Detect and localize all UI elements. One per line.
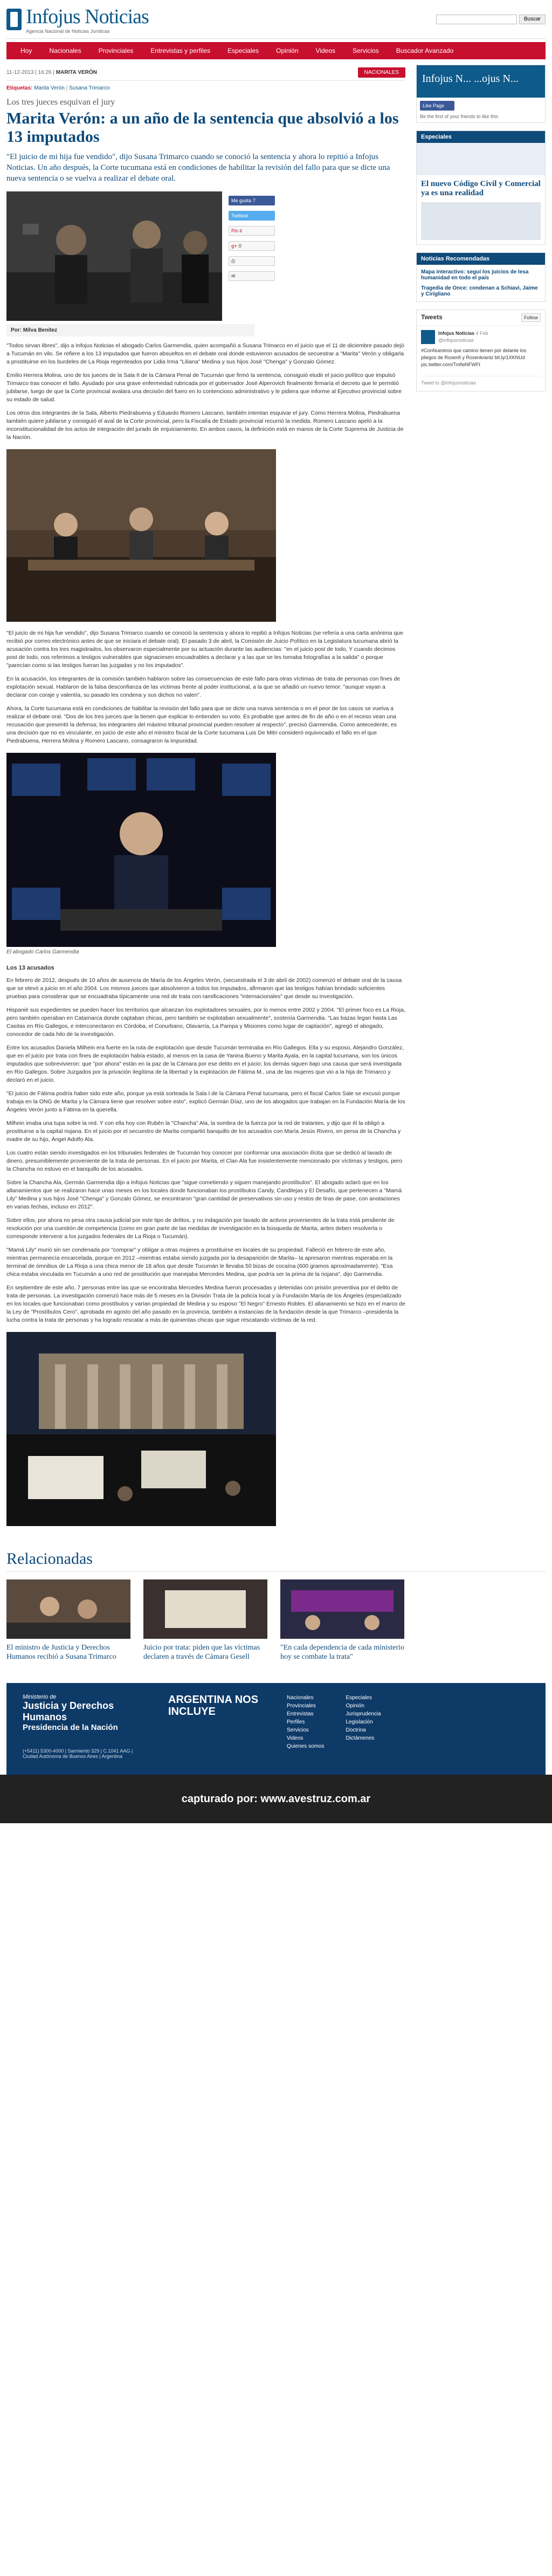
- especiales-title: Especiales: [417, 131, 545, 143]
- recomendadas-title: Noticias Recomendadas: [417, 253, 545, 265]
- nav-item-hoy[interactable]: Hoy: [20, 47, 32, 54]
- related-item[interactable]: [143, 1579, 267, 1661]
- tweet-text: #ConNuestros que camino tienen por delante los pliegos de Rosenfi y Rosenkrantz bit.ly/1XKNUd pic.twitter.com/TmfwNFWFt: [421, 348, 527, 367]
- recomendada-item[interactable]: Tragedia de Once: condenan a Schiavi, Jaime y Cirigliano: [421, 285, 538, 297]
- article-kicker: Los tres jueces esquivan el jury: [6, 98, 115, 107]
- section-button[interactable]: NACIONALES: [358, 67, 405, 78]
- related-headline[interactable]: Juicio por trata: piden que las víctimas declaren a través de Cámara Gesell: [143, 1644, 260, 1661]
- email-button[interactable]: [229, 271, 275, 281]
- related-item[interactable]: [280, 1579, 404, 1661]
- search-input[interactable]: [436, 15, 517, 24]
- footer-address: (+5411) 5300-4000 | Sarmiento 329 | C.1041 AAG | Ciudad Autónoma de Buenos Aires | Argentina: [23, 1748, 133, 1759]
- photo-caption: Por: Milva Benitez: [6, 324, 254, 336]
- site-footer: [6, 1683, 546, 1775]
- section-heading: Los 13 acusados: [6, 965, 54, 971]
- follow-button[interactable]: Follow: [521, 313, 541, 322]
- paragraph: "El juicio de Fátima podría haber sido este año, porque ya está sorteada la Sala I de la Cámara Penal tucumana, pero el fiscal Carlos Sale se excusó porque trabaja en la ONG de Marita y la Cámara tiene que resolver sobre esto", explicó Germán Díaz, uno de los abogados que trabajan en la Fundación María de los Ángeles Verón junto a Fátima en la querella.: [6, 1090, 405, 1113]
- footer-brand-line1: Ministerio de: [23, 1694, 57, 1700]
- footer-link[interactable]: Jurisprudencia: [346, 1711, 381, 1717]
- paragraph: Milhein imaba una tupa sobre la red. Y con ella hoy con Rubén la "Chancha" Ala, la sombra de la fuerza por la red de tratantes, y dijo que él la obligó a prostituirse a la capital riojana. En el juicio por el secuestro de Marita compartió banquillo de los acusados con María Jesús Rivero, en persa de la Chancha y madre de su hijo, Ángel Adolfo Ala.: [6, 1120, 401, 1143]
- main-photo: [6, 191, 222, 321]
- footer-link[interactable]: Servicios: [287, 1727, 309, 1733]
- twitter-button[interactable]: Twittear: [229, 211, 275, 221]
- paragraph: "Todos sirvan libres", dijo a Infojus Noticias el abogado Carlos Garmendia, quien acompañó a Susana Trimarco en el juicio que el 11 de diciembre pasado dejó a Tucumán en vilo. Se refiere a los 13 imputados que fueron absueltos en el debate oral donde estuvieron acusados de secuestrar a "Marita" Verón y obligarla a prostituirse en los burdeles de La Rioja regenteados por Lidia Irma "Liliana" Medina y sus hijos José "Chenga" y Gonzalo Gómez.: [6, 342, 405, 365]
- paragraph: Ahora, la Corte tucumana está en condiciones de habilitar la revisión del fallo para que se dicte una nueva sentencia o en el peor de los casos se vuelva a realizar el debate oral. "Dos de los tres jueces que la tienen que explicar lo entienden su voto. Es probable que antes de fin de año o en el receso vean una recusación que presentó la defensa; los integrantes del máximo tribunal provincial pueden resolver al respecto", precisó Garmendia. Como antecedente, es una decisión que no es vinculante, en juicio de este año el ministro fiscal de la Corte tucumana Luis De Mitri consideró equivocado el fallo en el que Piedrabuena, Herrera Molina y Romero Lascano, consagraron la impunidad.: [6, 705, 397, 744]
- print-button[interactable]: [229, 256, 275, 266]
- paragraph: Emilio Herrera Molina, uno de los jueces de la Sala II de la Cámara Penal de Tucumán que firmó la sentencia, consiguió eludir el juicio político que impulsó Trimarco tras conocer el fallo. Ayudado por una grave enfermedad rubricada por el gobernador José Alperovich finalmente firmaría el decreto que le permitió jubilarse, luego de que la Corte provincial avalara una decisión del fuero en lo contencioso administrativo y le pidiera que informe al Ejecutivo provincial sobre su estado de salud.: [6, 372, 402, 403]
- paragraph: En septiembre de este año, 7 personas entre las que se encontraba Mercedes Medina fueron procesadas y detenidas con prisión preventiva por el delito de trata de personas. La investigación comenzó hace más de 5 meses en la División Trata de la policía local y la Fundación María de los Ángeles (especializado en los locales que funcionaban como prostíbulos y varían propiedad de Medina y su esposo "El Negro" Ernesto Robles. El allanamiento se hizo en el marco de la Ley de "Prostíbulos Cero", aprobada en agosto del año pasado en la provincia, también a instancias de la fundación desde la que Trimarco –presidenta la lucha contra la trata de personas y ha logrado rescatar a más de quinientas chicas que sigue rescatando víctimas de la red.: [6, 1284, 405, 1323]
- nav-item-opinion[interactable]: Opinión: [276, 47, 299, 54]
- logo-word-2: Noticias: [85, 5, 149, 28]
- gplus-icon: g+: [231, 243, 237, 249]
- pinterest-button[interactable]: Pin it: [229, 226, 275, 236]
- footer-link[interactable]: Legislación: [346, 1719, 373, 1725]
- garmendia-photo: [6, 753, 276, 947]
- like-page-button[interactable]: Like Page: [420, 101, 454, 111]
- especiales-image: [421, 202, 541, 240]
- hearing-photo: [6, 449, 276, 622]
- footer-brand-line2: Justicia y Derechos Humanos: [23, 1700, 114, 1722]
- article-time: 16:26: [38, 70, 52, 75]
- breadcrumb: Etiquetas: Marita Verón | Susana Trimarco: [6, 85, 110, 91]
- facebook-like-button[interactable]: Me gusta 7: [229, 196, 275, 205]
- image-caption: El abogado Carlos Garmendia: [6, 949, 79, 955]
- nav-item-nacionales[interactable]: Nacionales: [49, 47, 81, 54]
- related-headline[interactable]: "En cada dependencia de cada ministerio hoy se combate la trata": [280, 1644, 404, 1661]
- paragraph: En febrero de 2012, después de 10 años de ausencia de María de los Ángeles Verón, (secuestrada el 3 de abril de 2002) comenzó el debate oral de la causa que se elevó a juicio en el año 2004. Los mismos jueces que absolvieron a todos los imputados, afirmaron que las testigos habían brindado suficientes pruebas para considerar que se encuadraba típicamente una red de trata con ramificaciones "internacionales" que desde su investigación.: [6, 977, 402, 1000]
- footer-link[interactable]: Opinión: [346, 1703, 364, 1709]
- argentina-badge: ARGENTINA NOS INCLUYE: [168, 1694, 259, 1718]
- footer-brand: [23, 1694, 147, 1764]
- paragraph: Los cuatro están siendo investigados en los tribunales federales de Tucumán hoy conocer por conformar una asociación ilícita que se dedicó al lavado de dinero, presumiblemente proveniente de la trata de personas. En el juicio por Marita, el Clan Ala fue insistentemente mencionado por víctimas y testigos, pero la Chancha no estuvo en el banquillo de los acusados.: [6, 1150, 403, 1172]
- footer-col-2: [346, 1694, 381, 1764]
- tweet-handle: @infojusnoticias: [438, 338, 474, 343]
- like-text: Be the first of your friends to like this: [420, 114, 499, 119]
- article-column: [6, 59, 405, 1534]
- search-form: [436, 15, 546, 24]
- related-image: [143, 1579, 267, 1639]
- paragraph: En la acusación, los integrantes de la comisión también hablaron sobre las consecuencias de este fallo para otras víctimas de trata de personas con fines de explotación sexual. Hablaron de la falsa desconfianza de las víctimas frente al poder institucional, a la que se añadió un nuevo temor: "aunque vayan a declarar con coraje y valentía, su pasado les condena y sus dichos no valen".: [6, 676, 401, 698]
- footer-link[interactable]: Nacionales: [287, 1695, 314, 1701]
- logo-word-1: Infojus: [26, 5, 80, 28]
- footer-link[interactable]: Doctrina: [346, 1727, 366, 1733]
- paragraph: Hispanié sus expedientes se pueden hacer los territorios que alcanzan los explotadores sexuales, por lo menos entre 2002 y 2004. "El primer foco es La Rioja, pero también operaban en Catamarca donde captaban chicas, pero también se explotaban sexualmente", sostenía Garmendia. "Las bazas legan hasta Las Casitas en Río Gallegos, e interconectaron en Córdoba, el Conurbano, Olavarría, La Pampa y Misiones como lugar de captación", agregó el abogado, conocedor de cada hilo de la investigación.: [6, 1007, 405, 1038]
- related-image: [6, 1579, 130, 1639]
- footer-link[interactable]: Perfiles: [287, 1719, 305, 1725]
- article-lead: "El juicio de mi hija fue vendido", dijo Susana Trimarco cuando se conoció la sentencia y ahora lo repitió a Infojus Noticias. Un año después, la Corte tucumana está en condiciones de habilitar la revisión del fallo para que se dicte una nueva sentencia o se vuelva a realizar el debate oral.: [6, 153, 390, 183]
- site-header: [6, 0, 546, 39]
- tweets-box: [416, 310, 546, 391]
- search-button[interactable]: Buscar: [519, 15, 546, 24]
- related-grid: [6, 1579, 546, 1661]
- promo-title: Infojus N... ...ojus N...: [417, 65, 545, 98]
- related-title: Relacionadas: [6, 1550, 546, 1572]
- tweets-title: Tweets: [421, 313, 443, 321]
- nav-item-videos[interactable]: Videos: [315, 47, 336, 54]
- email-icon: ✉: [231, 273, 236, 279]
- footer-brand-line3: Presidencia de la Nación: [23, 1723, 118, 1732]
- paragraph: Sobre ellos, por ahora no pesa otra causa judicial por este tipo de delitos, y no indagación por lavado de activos provenientes de la trata está pendiente de resolución por una cuestión de competencia (como en gran parte de las medidas de investigación en la búsqueda de Marita, antes deben resolverla o corresponde intervenir a los juzgados federales de La Rioja o Tucumán).: [6, 1217, 395, 1240]
- sidebar: [416, 59, 546, 1534]
- fb-promo-box: [416, 65, 546, 123]
- paragraph: "Mamá Lily" murió sin ser condenada por "comprar" y obligar a otras mujeres a prostituirse en locales de su propiedad. Falleció en febrero de este año, mientras permanecía encarcelada, porque en 2012 –mientras estaba siendo juzgada por la desaparición de Marita– la apresaron mientras esperaba en la terminal de ómnibus de La Rioja a una chica menor de 18 años que desde Tucumán le llevaba 50 bizas de cocaína (600 gramos aproximadamente). "Esa chica estaba vinculada en Tucumán a uno red de prostitución que manejaba Mercedes Medina, que podría ser la prima de la riojana", dijo Garmendia.: [6, 1247, 393, 1277]
- footer-link[interactable]: Quienes somos: [287, 1743, 325, 1749]
- nav-item-servicios[interactable]: Servicios: [353, 47, 379, 54]
- share-bar: [229, 191, 275, 321]
- especiales-box: [416, 130, 546, 245]
- nav-item-entrevistas[interactable]: Entrevistas y perfiles: [150, 47, 211, 54]
- tags-label: Etiquetas:: [6, 85, 33, 91]
- main-nav: [6, 42, 546, 59]
- tweet-time: 4 Feb: [475, 331, 488, 336]
- paragraph: "El juicio de mi hija fue vendido", dijo Susana Trimarco cuando se conoció la sentencia y ahora lo repitió a Infojus Noticias (se refería a una carta anónima que recibió por correo electrónico antes de que se iniciara el debate oral). El pasado 3 de abril, la Comisión de Juicio Político en la Legislatura tucumana abrió la acusación contra los tres magistrados, los observaron especialmente por su actuación durante las audiencias: "en el juicio post de todo, Y cuando decimos post de todo, nos referimos a testigos vulnerables que signaciesen encuadrables a declarar y a las que se les tomaba fotografías a la salida" o porque "parecían como si las testigos fueran las juzgadas y no los imputados".: [6, 630, 403, 669]
- site-logo[interactable]: [6, 5, 149, 34]
- article-date: 11-12-2013: [6, 70, 34, 75]
- protest-photo: [6, 1332, 276, 1526]
- logo-subtitle: Agencia Nacional de Noticias Jurídicas: [26, 28, 110, 34]
- related-image: [280, 1579, 404, 1639]
- footer-link[interactable]: Especiales: [346, 1695, 372, 1701]
- related-item[interactable]: [6, 1579, 130, 1661]
- capture-watermark: capturado por: www.avestruz.com.ar: [0, 1775, 552, 1823]
- tweet-user[interactable]: Infojus Noticias: [438, 331, 475, 336]
- article-body: [6, 342, 405, 1526]
- article-section: MARITA VERÓN: [56, 70, 97, 75]
- paragraph: Los otros dos integrantes de la Sala, Alberto Piedrabuena y Eduardo Romero Lascano, también intentan esquivar el jury. Como Herrera Molina, Piedrabuena también quiere jubilarse y consiguió el aval de la Corte provincial, pero la Fiscalía de Estado provincial recurrió la medida. Romero Lascano apeló a la inconstitucionalidad de los actos de integración del jurado de enjuiciamiento. En ambos casos, la definición está en manos de la Corte Suprema de Justicia de la Nación.: [6, 410, 404, 441]
- article-title: Marita Verón: a un año de la sentencia que absolvió a los 13 imputados: [6, 109, 399, 146]
- tag-link[interactable]: Marita Verón: [34, 85, 65, 91]
- footer-link[interactable]: Videos: [287, 1735, 303, 1741]
- footer-link[interactable]: Provinciales: [287, 1703, 316, 1709]
- print-icon: ⎙: [231, 258, 236, 264]
- footer-col-1: [287, 1694, 324, 1764]
- recomendada-item[interactable]: Mapa interactivo: seguí los juicios de lesa humanidad en todo el país: [421, 269, 529, 281]
- tweet-to-field[interactable]: Tweet to @infojusnoticias: [421, 376, 541, 387]
- tag-link[interactable]: Susana Trimarco: [68, 85, 110, 91]
- logo-mark-icon: [6, 9, 22, 30]
- paragraph: Entre los acusados Daniela Milhein era fuerte en la ruta de explotación que desde Tucumán terminaba en Río Gallegos. Ella y su esposo, Alejandro González, que en el juicio por trata con fines de explotación había estado, al menos en la casa de Yanina Bueno y Marita Ayala, en la capital tucumana, son los únicos imputados que sobrevivieron: que "por ahora" están en la paz de la Cámara por ese delito en el juicio; los demás siguen bajo una causa que será investigada en Río Gallegos. Sobre Juzgados por la privación ilegítima de la libertad y la explotación de Fátima M., una de las mujeres que vio a la hija de Trimarco y declaró en el juicio.: [6, 1045, 404, 1083]
- nav-item-buscador[interactable]: Buscador Avanzado: [396, 47, 454, 54]
- nav-item-especiales[interactable]: Especiales: [227, 47, 259, 54]
- footer-link[interactable]: Dictámenes: [346, 1735, 375, 1741]
- gplus-button[interactable]: g+ 0: [229, 241, 275, 251]
- recomendadas-box: [416, 252, 546, 302]
- related-headline[interactable]: El ministro de Justicia y Derechos Humanos recibió a Susana Trimarco: [6, 1644, 116, 1661]
- article-topbar: 11-12-2013 | 16:26 | MARITA VERÓN NACIONALES: [6, 65, 405, 81]
- especiales-item[interactable]: El nuevo Código Civil y Comercial ya es una realidad: [421, 180, 541, 197]
- paragraph: Sobre la Chancha Ala, Germán Garmendia dijo a Infojus Noticias que "sigue cometiendo y siguen manejando prostíbulos". El abogado aclaró que en los allanamientos que se realizaron hace unas meses en los locales donde funcionaban los prostíbulos Candy, Candilejas y El Desafío, que pertenecen a "Mamá Lily" Medina y sus hijos José "Chenga" y Gonzalo Gómez, se encontraron "gran cantidad de preservativos sin uso y restos de tiras de pase, con anotaciones en varias fechas, incluso en 2012".: [6, 1179, 402, 1210]
- footer-link[interactable]: Entrevistas: [287, 1711, 314, 1717]
- avatar: [421, 330, 435, 344]
- especiales-banner: [417, 143, 545, 175]
- nav-item-provinciales[interactable]: Provinciales: [98, 47, 134, 54]
